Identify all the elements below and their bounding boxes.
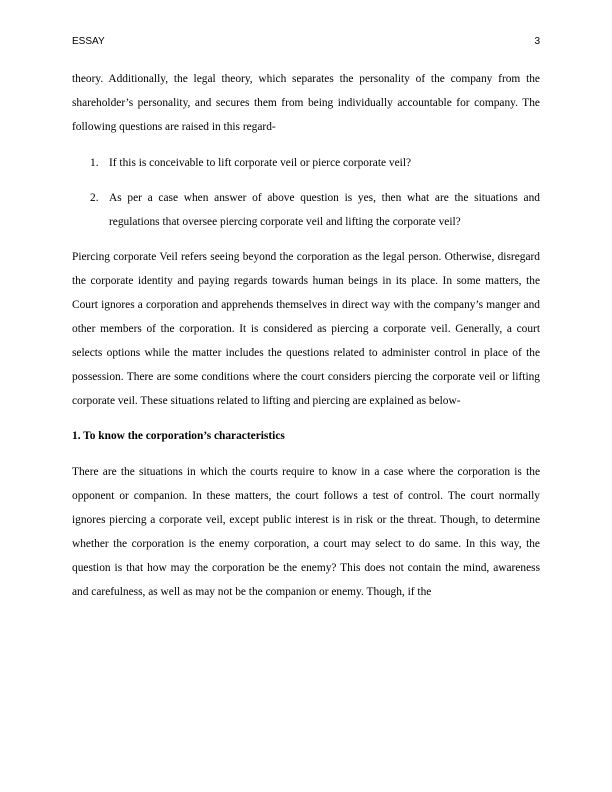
page-header	[72, 36, 540, 50]
section-paragraph: There are the situations in which the courts require to know in a case where the corporation is the opponent or companion. In these matters, the court follows a test of control. The court normally ignores piercing a corporate veil, except public interest is in risk or the threat. Though, to determine whether the corporation is the enemy corporation, a court may select to do same. In this way, the question is that how may the corporation be the enemy? This does not contain the mind, awareness and carefulness, as well as may not be the companion or enemy. Though, if the	[72, 466, 540, 598]
piercing-veil-paragraph: Piercing corporate Veil refers seeing beyond the corporation as the legal person. Otherwise, disregard the corporate identity and paying regards towards human beings in its place. In some matters, the Court ignores a corporation and apprehends themselves in direct way with the company’s manger and other members of the corporation. It is considered as piercing a corporate veil. Generally, a court selects options while the matter includes the questions related to administer control in place of the possession. There are some conditions where the court considers piercing the corporate veil or lifting corporate veil. These situations related to lifting and piercing are explained as below-	[72, 251, 540, 407]
question-item	[72, 151, 540, 175]
question-item	[72, 186, 540, 234]
running-head-title: ESSAY	[72, 36, 105, 47]
question-text: As per a case when answer of above question is yes, then what are the situations and regulations that oversee piercing corporate veil and lifting the corporate veil?	[109, 192, 540, 228]
question-text: If this is conceivable to lift corporate veil or pierce corporate veil?	[109, 157, 412, 169]
question-list	[72, 151, 540, 234]
section-heading: 1. To know the corporation’s characteristics	[72, 430, 285, 442]
essay-body	[72, 67, 540, 604]
question-number: 1.	[90, 157, 99, 169]
question-number: 2.	[90, 192, 99, 204]
page-number: 3	[534, 36, 540, 47]
intro-paragraph: theory. Additionally, the legal theory, which separates the personality of the company from the shareholder’s personality, and secures them from being individually accountable for company. The following questions are raised in this regard-	[72, 73, 540, 133]
